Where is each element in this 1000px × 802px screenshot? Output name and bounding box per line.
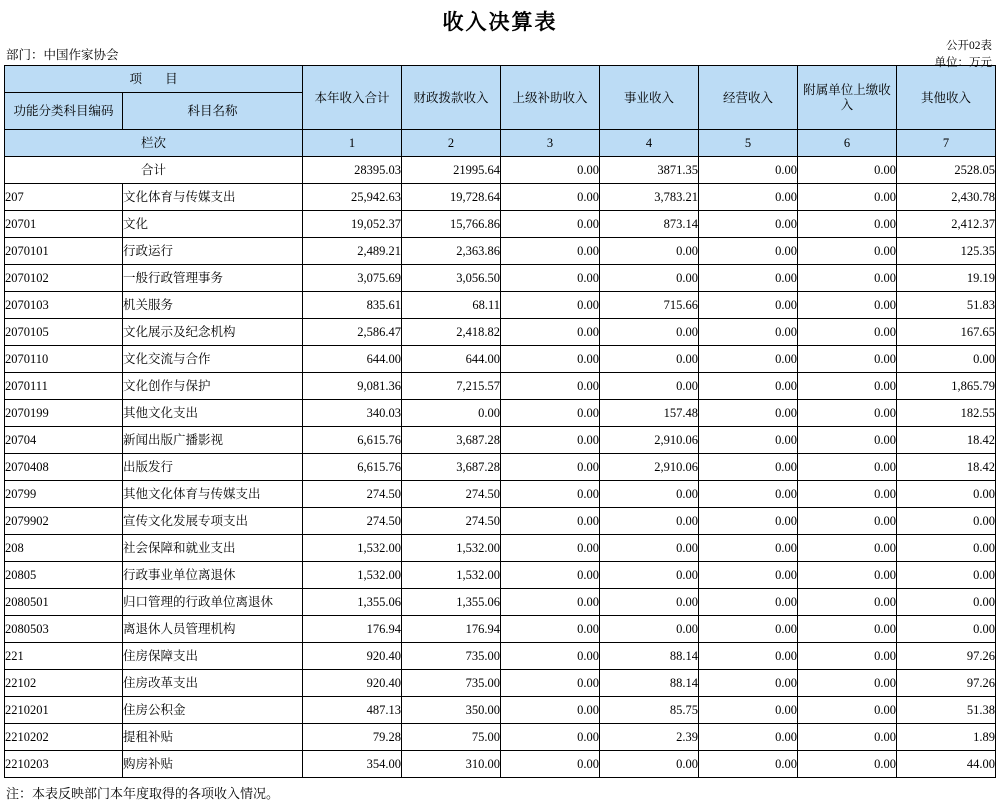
cell-value-3: 0.00 [501,400,600,427]
department-label: 部门：中国作家协会 [6,48,119,63]
cell-value-1: 2,586.47 [303,319,402,346]
cell-subject-name: 文化展示及纪念机构 [123,319,303,346]
cell-value-6: 0.00 [798,400,897,427]
cell-value-6: 0.00 [798,589,897,616]
cell-function-code: 207 [5,184,123,211]
cell-value-4: 0.00 [600,238,699,265]
cell-value-2: 735.00 [402,643,501,670]
cell-value-7: 97.26 [897,670,996,697]
header-col-other-income: 其他收入 [897,66,996,130]
header-col-fiscal-appropriation: 财政拨款收入 [402,66,501,130]
cell-value-1: 1,355.06 [303,589,402,616]
cell-value-1: 274.50 [303,508,402,535]
cell-value-1: 2,489.21 [303,238,402,265]
cell-value-4: 0.00 [600,535,699,562]
cell-value-1: 6,615.76 [303,427,402,454]
cell-value-6: 0.00 [798,427,897,454]
cell-value-4: 3,783.21 [600,184,699,211]
cell-value-1: 835.61 [303,292,402,319]
cell-value-5: 0.00 [699,346,798,373]
cell-value-5: 0.00 [699,184,798,211]
cell-value-5: 0.00 [699,697,798,724]
cell-value-5: 0.00 [699,373,798,400]
cell-value-2: 274.50 [402,481,501,508]
cell-value-6: 0.00 [798,454,897,481]
header-index-4: 4 [600,130,699,157]
header-col-affiliated-unit-remittance: 附属单位上缴收入 [798,66,897,130]
table-row [5,265,996,292]
cell-function-code: 20799 [5,481,123,508]
header-index-5: 5 [699,130,798,157]
cell-value-2: 19,728.64 [402,184,501,211]
table-note: 注：本表反映部门本年度取得的各项收入情况。 [6,786,280,802]
cell-value-4: 88.14 [600,670,699,697]
cell-value-5: 0.00 [699,292,798,319]
table-row [5,292,996,319]
cell-value-5: 0.00 [699,670,798,697]
cell-function-code: 22102 [5,670,123,697]
cell-value-3: 0.00 [501,724,600,751]
cell-value-7: 0.00 [897,616,996,643]
cell-value-4: 0.00 [600,481,699,508]
cell-value-3: 0.00 [501,265,600,292]
cell-value-7: 0.00 [897,346,996,373]
header-col-superior-subsidy: 上级补助收入 [501,66,600,130]
cell-value-1: 340.03 [303,400,402,427]
cell-value-4: 0.00 [600,346,699,373]
table-row [5,751,996,778]
cell-value-4: 157.48 [600,400,699,427]
cell-value-1: 274.50 [303,481,402,508]
cell-value-3: 0.00 [501,697,600,724]
table-row [5,643,996,670]
cell-value-6: 0.00 [798,508,897,535]
cell-value-7: 125.35 [897,238,996,265]
cell-value-4: 0.00 [600,751,699,778]
cell-function-code: 2210202 [5,724,123,751]
total-value-4: 3871.35 [600,157,699,184]
cell-value-6: 0.00 [798,616,897,643]
cell-value-2: 3,687.28 [402,454,501,481]
cell-subject-name: 一般行政管理事务 [123,265,303,292]
cell-value-7: 2,430.78 [897,184,996,211]
cell-value-4: 88.14 [600,643,699,670]
cell-value-6: 0.00 [798,319,897,346]
cell-value-7: 167.65 [897,319,996,346]
document-page [0,6,1000,802]
cell-function-code: 208 [5,535,123,562]
cell-value-2: 1,355.06 [402,589,501,616]
cell-value-5: 0.00 [699,643,798,670]
cell-value-1: 25,942.63 [303,184,402,211]
cell-value-3: 0.00 [501,751,600,778]
cell-subject-name: 出版发行 [123,454,303,481]
cell-value-7: 0.00 [897,508,996,535]
cell-value-7: 0.00 [897,589,996,616]
cell-value-1: 6,615.76 [303,454,402,481]
cell-value-2: 75.00 [402,724,501,751]
cell-value-4: 0.00 [600,319,699,346]
cell-value-2: 350.00 [402,697,501,724]
cell-value-5: 0.00 [699,400,798,427]
cell-value-5: 0.00 [699,616,798,643]
table-row [5,373,996,400]
cell-value-3: 0.00 [501,454,600,481]
header-col-subject-name: 科目名称 [123,93,303,130]
cell-function-code: 2070408 [5,454,123,481]
cell-value-2: 7,215.57 [402,373,501,400]
total-value-3: 0.00 [501,157,600,184]
cell-value-4: 0.00 [600,508,699,535]
header-col-business-income: 事业收入 [600,66,699,130]
table-row [5,535,996,562]
cell-value-2: 310.00 [402,751,501,778]
cell-value-4: 0.00 [600,265,699,292]
cell-value-3: 0.00 [501,481,600,508]
cell-function-code: 2080501 [5,589,123,616]
header-index-1: 1 [303,130,402,157]
header-index-2: 2 [402,130,501,157]
cell-value-5: 0.00 [699,481,798,508]
cell-subject-name: 行政事业单位离退休 [123,562,303,589]
cell-value-5: 0.00 [699,535,798,562]
cell-function-code: 2080503 [5,616,123,643]
cell-value-4: 873.14 [600,211,699,238]
total-value-7: 2528.05 [897,157,996,184]
cell-value-6: 0.00 [798,535,897,562]
header-index-7: 7 [897,130,996,157]
total-value-5: 0.00 [699,157,798,184]
cell-value-3: 0.00 [501,427,600,454]
cell-value-7: 18.42 [897,427,996,454]
cell-value-3: 0.00 [501,616,600,643]
cell-value-5: 0.00 [699,562,798,589]
table-header [5,66,996,157]
cell-value-1: 644.00 [303,346,402,373]
cell-function-code: 2070101 [5,238,123,265]
cell-function-code: 2070105 [5,319,123,346]
table-row [5,562,996,589]
cell-value-5: 0.00 [699,508,798,535]
cell-value-6: 0.00 [798,697,897,724]
cell-value-3: 0.00 [501,589,600,616]
cell-value-4: 0.00 [600,616,699,643]
cell-value-4: 2,910.06 [600,427,699,454]
cell-value-2: 176.94 [402,616,501,643]
cell-value-1: 3,075.69 [303,265,402,292]
cell-value-7: 182.55 [897,400,996,427]
cell-function-code: 2070102 [5,265,123,292]
cell-value-1: 1,532.00 [303,562,402,589]
cell-value-1: 354.00 [303,751,402,778]
cell-subject-name: 归口管理的行政单位离退休 [123,589,303,616]
cell-value-5: 0.00 [699,724,798,751]
cell-subject-name: 提租补贴 [123,724,303,751]
cell-value-1: 920.40 [303,670,402,697]
cell-subject-name: 文化体育与传媒支出 [123,184,303,211]
cell-value-6: 0.00 [798,184,897,211]
cell-function-code: 221 [5,643,123,670]
cell-subject-name: 文化交流与合作 [123,346,303,373]
cell-value-6: 0.00 [798,346,897,373]
cell-value-6: 0.00 [798,211,897,238]
total-value-6: 0.00 [798,157,897,184]
table-row [5,589,996,616]
table-row [5,724,996,751]
cell-value-3: 0.00 [501,319,600,346]
table-row [5,184,996,211]
cell-value-3: 0.00 [501,508,600,535]
cell-value-2: 2,418.82 [402,319,501,346]
cell-value-7: 0.00 [897,535,996,562]
cell-function-code: 2210201 [5,697,123,724]
cell-value-5: 0.00 [699,211,798,238]
cell-value-3: 0.00 [501,184,600,211]
cell-function-code: 2070199 [5,400,123,427]
table-row [5,481,996,508]
table-row [5,616,996,643]
header-row-group [5,66,996,93]
cell-subject-name: 住房保障支出 [123,643,303,670]
table-row [5,346,996,373]
table-row [5,454,996,481]
cell-function-code: 2070103 [5,292,123,319]
cell-value-2: 68.11 [402,292,501,319]
header-col-function-code: 功能分类科目编码 [5,93,123,130]
cell-value-3: 0.00 [501,346,600,373]
cell-value-2: 3,687.28 [402,427,501,454]
cell-value-4: 2.39 [600,724,699,751]
total-row-label: 合计 [5,157,303,184]
table-row [5,670,996,697]
cell-function-code: 2070111 [5,373,123,400]
cell-value-1: 9,081.36 [303,373,402,400]
table-row-total [5,157,996,184]
cell-value-1: 79.28 [303,724,402,751]
cell-function-code: 2079902 [5,508,123,535]
cell-value-6: 0.00 [798,562,897,589]
cell-subject-name: 其他文化支出 [123,400,303,427]
cell-subject-name: 住房改革支出 [123,670,303,697]
cell-value-6: 0.00 [798,643,897,670]
cell-value-1: 19,052.37 [303,211,402,238]
table-row [5,427,996,454]
cell-value-2: 2,363.86 [402,238,501,265]
cell-value-1: 920.40 [303,643,402,670]
cell-value-3: 0.00 [501,670,600,697]
header-column-index-label: 栏次 [5,130,303,157]
cell-subject-name: 离退休人员管理机构 [123,616,303,643]
cell-value-6: 0.00 [798,265,897,292]
cell-value-7: 51.83 [897,292,996,319]
header-col-total-income: 本年收入合计 [303,66,402,130]
cell-value-6: 0.00 [798,481,897,508]
cell-value-2: 1,532.00 [402,535,501,562]
cell-value-6: 0.00 [798,292,897,319]
table-row [5,508,996,535]
cell-value-2: 644.00 [402,346,501,373]
form-code: 公开02表 [946,40,992,52]
cell-value-6: 0.00 [798,238,897,265]
table-body [5,157,996,778]
page-title: 收入决算表 [442,10,558,34]
cell-subject-name: 行政运行 [123,238,303,265]
cell-function-code: 20701 [5,211,123,238]
cell-value-4: 0.00 [600,589,699,616]
header-index-6: 6 [798,130,897,157]
cell-value-3: 0.00 [501,535,600,562]
cell-subject-name: 机关服务 [123,292,303,319]
total-value-1: 28395.03 [303,157,402,184]
cell-value-5: 0.00 [699,751,798,778]
header-row-column-index [5,130,996,157]
cell-value-5: 0.00 [699,589,798,616]
cell-value-2: 0.00 [402,400,501,427]
cell-value-5: 0.00 [699,238,798,265]
cell-value-6: 0.00 [798,670,897,697]
cell-value-7: 44.00 [897,751,996,778]
cell-subject-name: 购房补贴 [123,751,303,778]
income-final-accounts-table [4,65,996,778]
cell-subject-name: 其他文化体育与传媒支出 [123,481,303,508]
cell-value-3: 0.00 [501,373,600,400]
total-value-2: 21995.64 [402,157,501,184]
cell-value-4: 715.66 [600,292,699,319]
cell-subject-name: 新闻出版广播影视 [123,427,303,454]
cell-value-3: 0.00 [501,211,600,238]
cell-value-1: 176.94 [303,616,402,643]
cell-subject-name: 文化 [123,211,303,238]
cell-function-code: 20704 [5,427,123,454]
table-row [5,400,996,427]
cell-value-2: 735.00 [402,670,501,697]
cell-value-4: 0.00 [600,562,699,589]
cell-value-4: 0.00 [600,373,699,400]
table-row [5,697,996,724]
cell-value-5: 0.00 [699,319,798,346]
cell-function-code: 2070110 [5,346,123,373]
cell-subject-name: 文化创作与保护 [123,373,303,400]
cell-value-3: 0.00 [501,562,600,589]
cell-value-7: 0.00 [897,481,996,508]
cell-value-7: 0.00 [897,562,996,589]
unit-label: 单位：万元 [934,56,992,69]
cell-value-6: 0.00 [798,724,897,751]
table-row [5,238,996,265]
header-col-operating-income: 经营收入 [699,66,798,130]
table-row [5,319,996,346]
header-group-item: 项 目 [5,66,303,93]
cell-value-7: 2,412.37 [897,211,996,238]
cell-subject-name: 住房公积金 [123,697,303,724]
cell-value-7: 1.89 [897,724,996,751]
cell-value-7: 1,865.79 [897,373,996,400]
cell-value-5: 0.00 [699,454,798,481]
cell-value-2: 274.50 [402,508,501,535]
cell-value-7: 18.42 [897,454,996,481]
cell-value-3: 0.00 [501,643,600,670]
cell-value-1: 487.13 [303,697,402,724]
cell-value-5: 0.00 [699,427,798,454]
cell-value-6: 0.00 [798,373,897,400]
cell-value-3: 0.00 [501,292,600,319]
cell-value-7: 97.26 [897,643,996,670]
cell-value-7: 51.38 [897,697,996,724]
table-row [5,211,996,238]
cell-subject-name: 宣传文化发展专项支出 [123,508,303,535]
cell-subject-name: 社会保障和就业支出 [123,535,303,562]
cell-value-4: 2,910.06 [600,454,699,481]
cell-value-1: 1,532.00 [303,535,402,562]
cell-value-6: 0.00 [798,751,897,778]
cell-value-3: 0.00 [501,238,600,265]
cell-value-2: 15,766.86 [402,211,501,238]
cell-value-2: 1,532.00 [402,562,501,589]
cell-value-2: 3,056.50 [402,265,501,292]
cell-function-code: 2210203 [5,751,123,778]
cell-value-5: 0.00 [699,265,798,292]
cell-value-4: 85.75 [600,697,699,724]
header-index-3: 3 [501,130,600,157]
cell-function-code: 20805 [5,562,123,589]
cell-value-7: 19.19 [897,265,996,292]
